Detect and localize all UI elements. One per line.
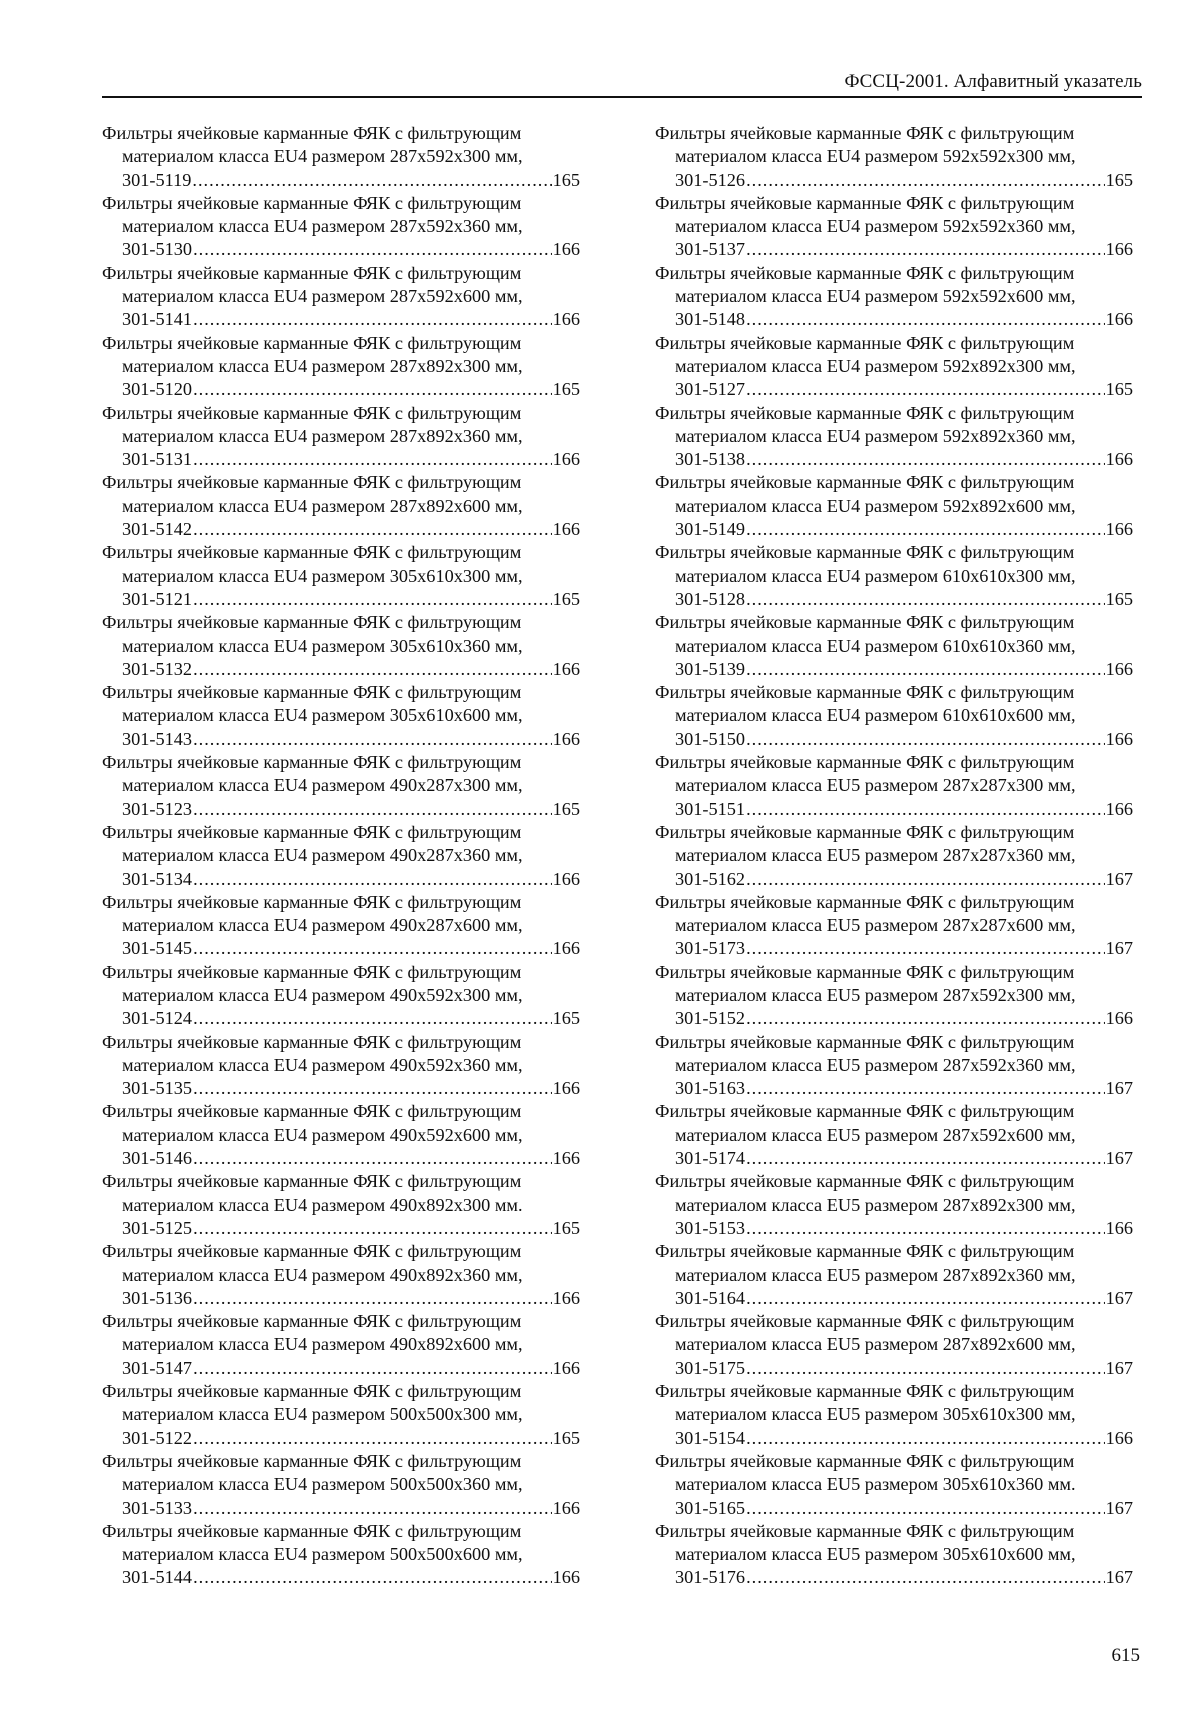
entry-reference-line	[655, 937, 1133, 960]
entry-description: материалом класса EU4 размером 500x500x300 мм,	[122, 1404, 523, 1425]
entry-reference-line	[102, 518, 580, 541]
entry-page-number: 166	[1105, 519, 1133, 540]
index-entry	[102, 1170, 580, 1240]
entry-reference-line	[655, 518, 1133, 541]
index-entry	[102, 821, 580, 891]
dot-leader	[193, 1217, 552, 1240]
entry-description: материалом класса EU5 размером 287x287x300 мм,	[675, 775, 1076, 796]
entry-title: Фильтры ячейковые карманные ФЯК с фильтрующим	[655, 1171, 1075, 1192]
entry-code: 301-5136	[122, 1287, 193, 1308]
entry-reference-line	[102, 798, 580, 821]
entry-reference-line	[102, 169, 580, 192]
dot-leader	[193, 1357, 552, 1380]
dot-leader	[746, 868, 1105, 891]
entry-code: 301-5130	[122, 239, 193, 260]
dot-leader	[746, 728, 1105, 751]
index-entry	[655, 122, 1133, 192]
entry-reference-line	[102, 1427, 580, 1450]
entry-title: Фильтры ячейковые карманные ФЯК с фильтрующим	[102, 1381, 522, 1402]
entry-reference-line	[102, 378, 580, 401]
entry-code: 301-5132	[122, 658, 193, 679]
entry-reference-line	[655, 588, 1133, 611]
entry-description: материалом класса EU4 размером 490x592x360 мм,	[122, 1054, 523, 1075]
entry-title: Фильтры ячейковые карманные ФЯК с фильтрующим	[655, 1031, 1075, 1052]
entry-reference-line	[655, 1287, 1133, 1310]
entry-page-number: 167	[1105, 1078, 1133, 1099]
entry-title: Фильтры ячейковые карманные ФЯК с фильтрующим	[102, 891, 522, 912]
index-entry	[102, 541, 580, 611]
dot-leader	[193, 1287, 552, 1310]
entry-page-number: 166	[552, 1497, 580, 1518]
dot-leader	[746, 518, 1105, 541]
dot-leader	[193, 937, 552, 960]
index-entry	[655, 1520, 1133, 1590]
entry-title: Фильтры ячейковые карманные ФЯК с фильтрующим	[655, 1381, 1075, 1402]
entry-page-number: 167	[1105, 1357, 1133, 1378]
index-entry	[655, 192, 1133, 262]
entry-description: материалом класса EU4 размером 610x610x600 мм,	[675, 705, 1076, 726]
entry-description: материалом класса EU5 размером 305x610x300 мм,	[675, 1404, 1076, 1425]
index-entry	[655, 541, 1133, 611]
index-entry	[655, 1240, 1133, 1310]
entry-title: Фильтры ячейковые карманные ФЯК с фильтрующим	[102, 1450, 522, 1471]
dot-leader	[193, 728, 552, 751]
entry-description: материалом класса EU4 размером 490x892x600 мм,	[122, 1334, 523, 1355]
entry-reference-line	[655, 378, 1133, 401]
entry-code: 301-5134	[122, 868, 193, 889]
entry-title: Фильтры ячейковые карманные ФЯК с фильтрующим	[655, 1241, 1075, 1262]
entry-title: Фильтры ячейковые карманные ФЯК с фильтрующим	[102, 1031, 522, 1052]
entry-title: Фильтры ячейковые карманные ФЯК с фильтрующим	[655, 961, 1075, 982]
entry-title: Фильтры ячейковые карманные ФЯК с фильтрующим	[655, 542, 1075, 563]
entry-page-number: 166	[1105, 1008, 1133, 1029]
entry-reference-line	[655, 448, 1133, 471]
index-entry	[655, 611, 1133, 681]
page-number: 615	[1111, 1645, 1140, 1666]
index-entry	[102, 751, 580, 821]
entry-title: Фильтры ячейковые карманные ФЯК с фильтрующим	[102, 542, 522, 563]
header-title: ФССЦ-2001. Алфавитный указатель	[844, 71, 1142, 92]
entry-reference-line	[655, 868, 1133, 891]
index-entry	[655, 1031, 1133, 1101]
index-entry	[655, 471, 1133, 541]
entry-page-number: 165	[552, 1427, 580, 1448]
entry-reference-line	[102, 728, 580, 751]
entry-description: материалом класса EU5 размером 287x592x360 мм,	[675, 1054, 1076, 1075]
entry-title: Фильтры ячейковые карманные ФЯК с фильтрующим	[655, 612, 1075, 633]
entry-title: Фильтры ячейковые карманные ФЯК с фильтрующим	[102, 1311, 522, 1332]
entry-reference-line	[102, 308, 580, 331]
entry-description: материалом класса EU4 размером 490x892x360 мм,	[122, 1264, 523, 1285]
entry-title: Фильтры ячейковые карманные ФЯК с фильтрующим	[102, 612, 522, 633]
dot-leader	[746, 1287, 1105, 1310]
entry-code: 301-5144	[122, 1567, 193, 1588]
index-entry	[102, 332, 580, 402]
entry-page-number: 166	[552, 239, 580, 260]
entry-title: Фильтры ячейковые карманные ФЯК с фильтрующим	[102, 1171, 522, 1192]
entry-code: 301-5163	[675, 1078, 746, 1099]
entry-reference-line	[655, 1357, 1133, 1380]
entry-title: Фильтры ячейковые карманные ФЯК с фильтрующим	[655, 1450, 1075, 1471]
entry-code: 301-5124	[122, 1008, 193, 1029]
entry-reference-line	[102, 1217, 580, 1240]
entry-reference-line	[655, 1427, 1133, 1450]
index-entry	[102, 402, 580, 472]
entry-description: материалом класса EU4 размером 592x592x360 мм,	[675, 216, 1076, 237]
dot-leader	[193, 308, 552, 331]
entry-reference-line	[655, 238, 1133, 261]
entry-description: материалом класса EU4 размером 592x892x360 мм,	[675, 425, 1076, 446]
entry-reference-line	[655, 658, 1133, 681]
index-entry	[102, 471, 580, 541]
entry-code: 301-5119	[122, 169, 192, 190]
entry-title: Фильтры ячейковые карманные ФЯК с фильтрующим	[655, 1311, 1075, 1332]
entry-title: Фильтры ячейковые карманные ФЯК с фильтрующим	[655, 472, 1075, 493]
index-entry	[102, 1450, 580, 1520]
entry-description: материалом класса EU5 размером 287x287x360 мм,	[675, 845, 1076, 866]
entry-page-number: 167	[1105, 938, 1133, 959]
dot-leader	[746, 1217, 1105, 1240]
dot-leader	[746, 937, 1105, 960]
entry-reference-line	[102, 1497, 580, 1520]
entry-code: 301-5154	[675, 1427, 746, 1448]
entry-title: Фильтры ячейковые карманные ФЯК с фильтрующим	[655, 682, 1075, 703]
index-entry	[102, 262, 580, 332]
entry-description: материалом класса EU5 размером 305x610x360 мм.	[675, 1474, 1076, 1495]
dot-leader	[193, 798, 552, 821]
dot-leader	[193, 518, 552, 541]
entry-page-number: 167	[1105, 868, 1133, 889]
entry-description: материалом класса EU4 размером 490x287x300 мм,	[122, 775, 523, 796]
dot-leader	[746, 1007, 1105, 1030]
entry-page-number: 166	[1105, 239, 1133, 260]
entry-title: Фильтры ячейковые карманные ФЯК с фильтрующим	[655, 332, 1075, 353]
entry-reference-line	[102, 1566, 580, 1589]
entry-description: материалом класса EU4 размером 490x592x600 мм,	[122, 1124, 523, 1145]
entry-code: 301-5141	[122, 309, 193, 330]
entry-title: Фильтры ячейковые карманные ФЯК с фильтрующим	[102, 192, 522, 213]
index-entry	[102, 1100, 580, 1170]
entry-page-number: 165	[552, 798, 580, 819]
entry-description: материалом класса EU5 размером 287x287x600 мм,	[675, 915, 1076, 936]
entry-code: 301-5139	[675, 658, 746, 679]
entry-code: 301-5120	[122, 379, 193, 400]
entry-page-number: 166	[552, 1357, 580, 1378]
entry-reference-line	[655, 169, 1133, 192]
entry-page-number: 167	[1105, 1567, 1133, 1588]
dot-leader	[746, 308, 1105, 331]
entry-title: Фильтры ячейковые карманные ФЯК с фильтрующим	[655, 752, 1075, 773]
entry-page-number: 165	[1105, 588, 1133, 609]
dot-leader	[746, 1566, 1105, 1589]
index-entry	[655, 262, 1133, 332]
entry-code: 301-5143	[122, 728, 193, 749]
entry-code: 301-5126	[675, 169, 746, 190]
entry-page-number: 166	[1105, 798, 1133, 819]
dot-leader	[193, 1007, 552, 1030]
entry-page-number: 166	[552, 519, 580, 540]
entry-description: материалом класса EU4 размером 490x287x600 мм,	[122, 915, 523, 936]
entry-code: 301-5142	[122, 519, 193, 540]
entry-code: 301-5176	[675, 1567, 746, 1588]
entry-code: 301-5138	[675, 449, 746, 470]
entry-reference-line	[102, 1077, 580, 1100]
dot-leader	[746, 658, 1105, 681]
entry-code: 301-5128	[675, 588, 746, 609]
entry-code: 301-5122	[122, 1427, 193, 1448]
entry-reference-line	[102, 1147, 580, 1170]
dot-leader	[193, 238, 552, 261]
entry-title: Фильтры ячейковые карманные ФЯК с фильтрующим	[102, 682, 522, 703]
dot-leader	[193, 378, 552, 401]
dot-leader	[746, 448, 1105, 471]
index-entry	[655, 1100, 1133, 1170]
entry-title: Фильтры ячейковые карманные ФЯК с фильтрующим	[102, 402, 522, 423]
index-entry	[102, 1380, 580, 1450]
entry-description: материалом класса EU4 размером 287x892x600 мм,	[122, 495, 523, 516]
dot-leader	[746, 169, 1105, 192]
index-entry	[102, 1031, 580, 1101]
entry-title: Фильтры ячейковые карманные ФЯК с фильтрующим	[102, 961, 522, 982]
entry-page-number: 167	[1105, 1497, 1133, 1518]
entry-reference-line	[655, 308, 1133, 331]
entry-page-number: 166	[552, 309, 580, 330]
entry-title: Фильтры ячейковые карманные ФЯК с фильтрующим	[102, 1101, 522, 1122]
entry-page-number: 166	[1105, 1427, 1133, 1448]
entry-description: материалом класса EU4 размером 610x610x300 мм,	[675, 565, 1076, 586]
entry-description: материалом класса EU4 размером 287x592x300 мм,	[122, 146, 523, 167]
entry-code: 301-5175	[675, 1357, 746, 1378]
entry-page-number: 166	[552, 728, 580, 749]
entry-reference-line	[655, 1147, 1133, 1170]
index-entry	[102, 1520, 580, 1590]
entry-page-number: 166	[552, 658, 580, 679]
entry-title: Фильтры ячейковые карманные ФЯК с фильтрующим	[102, 752, 522, 773]
entry-reference-line	[655, 1077, 1133, 1100]
entry-title: Фильтры ячейковые карманные ФЯК с фильтрующим	[655, 821, 1075, 842]
entry-description: материалом класса EU4 размером 305x610x600 мм,	[122, 705, 523, 726]
dot-leader	[193, 658, 552, 681]
dot-leader	[192, 169, 551, 192]
dot-leader	[193, 588, 552, 611]
index-entry	[102, 611, 580, 681]
entry-code: 301-5151	[675, 798, 746, 819]
dot-leader	[193, 1427, 552, 1450]
dot-leader	[193, 1566, 552, 1589]
dot-leader	[193, 1147, 552, 1170]
entry-code: 301-5125	[122, 1217, 193, 1238]
entry-title: Фильтры ячейковые карманные ФЯК с фильтрующим	[655, 192, 1075, 213]
entry-code: 301-5127	[675, 379, 746, 400]
index-entry	[655, 1450, 1133, 1520]
index-entry	[655, 751, 1133, 821]
entry-description: материалом класса EU4 размером 592x892x600 мм,	[675, 495, 1076, 516]
entry-description: материалом класса EU4 размером 305x610x360 мм,	[122, 635, 523, 656]
entry-code: 301-5164	[675, 1287, 746, 1308]
entry-description: материалом класса EU4 размером 287x892x300 мм,	[122, 355, 523, 376]
entry-page-number: 166	[552, 449, 580, 470]
index-entry	[102, 122, 580, 192]
index-entry	[655, 402, 1133, 472]
entry-description: материалом класса EU4 размером 500x500x600 мм,	[122, 1544, 523, 1565]
dot-leader	[746, 238, 1105, 261]
dot-leader	[193, 1497, 552, 1520]
entry-description: материалом класса EU5 размером 287x592x600 мм,	[675, 1124, 1076, 1145]
entry-code: 301-5123	[122, 798, 193, 819]
dot-leader	[746, 588, 1105, 611]
entry-page-number: 166	[552, 1567, 580, 1588]
dot-leader	[746, 798, 1105, 821]
entry-reference-line	[655, 1217, 1133, 1240]
entry-page-number: 166	[552, 1078, 580, 1099]
entry-title: Фильтры ячейковые карманные ФЯК с фильтрующим	[655, 262, 1075, 283]
index-entry	[655, 821, 1133, 891]
entry-title: Фильтры ячейковые карманные ФЯК с фильтрующим	[655, 1520, 1075, 1541]
entry-description: материалом класса EU5 размером 287x892x600 мм,	[675, 1334, 1076, 1355]
entry-page-number: 165	[1105, 169, 1133, 190]
index-entry	[102, 891, 580, 961]
dot-leader	[746, 1147, 1105, 1170]
entry-page-number: 165	[552, 1008, 580, 1029]
entry-description: материалом класса EU4 размером 287x592x600 мм,	[122, 286, 523, 307]
entry-reference-line	[655, 1497, 1133, 1520]
entry-page-number: 165	[1105, 379, 1133, 400]
entry-code: 301-5150	[675, 728, 746, 749]
entry-description: материалом класса EU4 размером 592x592x300 мм,	[675, 146, 1076, 167]
entry-code: 301-5145	[122, 938, 193, 959]
dot-leader	[193, 448, 552, 471]
index-entry	[655, 891, 1133, 961]
page-header	[102, 68, 1142, 98]
entry-code: 301-5133	[122, 1497, 193, 1518]
entry-reference-line	[102, 658, 580, 681]
entry-code: 301-5148	[675, 309, 746, 330]
entry-code: 301-5137	[675, 239, 746, 260]
entry-description: материалом класса EU4 размером 592x592x600 мм,	[675, 286, 1076, 307]
dot-leader	[746, 378, 1105, 401]
dot-leader	[193, 868, 552, 891]
entry-description: материалом класса EU4 размером 287x892x360 мм,	[122, 425, 523, 446]
entry-description: материалом класса EU4 размером 490x892x300 мм.	[122, 1194, 523, 1215]
entry-description: материалом класса EU5 размером 287x592x300 мм,	[675, 984, 1076, 1005]
entry-page-number: 165	[552, 169, 580, 190]
entry-reference-line	[655, 798, 1133, 821]
entry-page-number: 166	[1105, 658, 1133, 679]
index-entry	[655, 1380, 1133, 1450]
entry-code: 301-5152	[675, 1008, 746, 1029]
entry-code: 301-5146	[122, 1148, 193, 1169]
entry-title: Фильтры ячейковые карманные ФЯК с фильтрующим	[102, 1520, 522, 1541]
entry-code: 301-5121	[122, 588, 193, 609]
index-column-right	[655, 122, 1133, 1590]
entry-page-number: 166	[552, 1148, 580, 1169]
entry-reference-line	[102, 1287, 580, 1310]
dot-leader	[746, 1497, 1105, 1520]
index-entry	[655, 681, 1133, 751]
dot-leader	[193, 1077, 552, 1100]
entry-page-number: 165	[552, 588, 580, 609]
entry-page-number: 166	[1105, 309, 1133, 330]
entry-page-number: 167	[1105, 1287, 1133, 1308]
entry-code: 301-5131	[122, 449, 193, 470]
entry-reference-line	[655, 728, 1133, 751]
index-entry	[102, 1310, 580, 1380]
entry-reference-line	[102, 1357, 580, 1380]
entry-reference-line	[655, 1566, 1133, 1589]
index-column-left	[102, 122, 580, 1590]
entry-reference-line	[102, 1007, 580, 1030]
entry-reference-line	[102, 238, 580, 261]
entry-page-number: 166	[1105, 1217, 1133, 1238]
entry-code: 301-5165	[675, 1497, 746, 1518]
index-entry	[655, 332, 1133, 402]
entry-description: материалом класса EU5 размером 287x892x360 мм,	[675, 1264, 1076, 1285]
entry-code: 301-5162	[675, 868, 746, 889]
entry-page-number: 167	[1105, 1148, 1133, 1169]
entry-description: материалом класса EU4 размером 500x500x360 мм,	[122, 1474, 523, 1495]
entry-description: материалом класса EU5 размером 287x892x300 мм,	[675, 1194, 1076, 1215]
entry-page-number: 166	[1105, 728, 1133, 749]
entry-title: Фильтры ячейковые карманные ФЯК с фильтрующим	[102, 332, 522, 353]
entry-title: Фильтры ячейковые карманные ФЯК с фильтрующим	[102, 821, 522, 842]
entry-description: материалом класса EU4 размером 592x892x300 мм,	[675, 355, 1076, 376]
entry-reference-line	[102, 937, 580, 960]
index-entry	[655, 1310, 1133, 1380]
entry-description: материалом класса EU4 размером 490x287x360 мм,	[122, 845, 523, 866]
entry-title: Фильтры ячейковые карманные ФЯК с фильтрующим	[102, 472, 522, 493]
entry-description: материалом класса EU4 размером 490x592x300 мм,	[122, 984, 523, 1005]
entry-reference-line	[655, 1007, 1133, 1030]
entry-code: 301-5173	[675, 938, 746, 959]
entry-title: Фильтры ячейковые карманные ФЯК с фильтрующим	[102, 262, 522, 283]
entry-code: 301-5174	[675, 1148, 746, 1169]
index-entry	[102, 681, 580, 751]
entry-page-number: 166	[552, 868, 580, 889]
index-entry	[102, 961, 580, 1031]
entry-title: Фильтры ячейковые карманные ФЯК с фильтрующим	[102, 123, 522, 143]
entry-reference-line	[102, 588, 580, 611]
entry-description: материалом класса EU4 размером 287x592x360 мм,	[122, 216, 523, 237]
entry-page-number: 165	[552, 379, 580, 400]
index-entry	[102, 1240, 580, 1310]
entry-title: Фильтры ячейковые карманные ФЯК с фильтрующим	[655, 123, 1075, 143]
entry-page-number: 165	[552, 1217, 580, 1238]
entry-code: 301-5149	[675, 519, 746, 540]
entry-reference-line	[102, 868, 580, 891]
entry-title: Фильтры ячейковые карманные ФЯК с фильтрующим	[655, 1101, 1075, 1122]
entry-code: 301-5153	[675, 1217, 746, 1238]
dot-leader	[746, 1427, 1105, 1450]
dot-leader	[746, 1357, 1105, 1380]
index-entry	[655, 1170, 1133, 1240]
entry-page-number: 166	[1105, 449, 1133, 470]
dot-leader	[746, 1077, 1105, 1100]
index-entry	[655, 961, 1133, 1031]
entry-page-number: 166	[552, 1287, 580, 1308]
entry-description: материалом класса EU4 размером 610x610x360 мм,	[675, 635, 1076, 656]
entry-title: Фильтры ячейковые карманные ФЯК с фильтрующим	[102, 1241, 522, 1262]
entry-title: Фильтры ячейковые карманные ФЯК с фильтрующим	[655, 402, 1075, 423]
entry-reference-line	[102, 448, 580, 471]
index-entry	[102, 192, 580, 262]
entry-page-number: 166	[552, 938, 580, 959]
entry-code: 301-5135	[122, 1078, 193, 1099]
entry-code: 301-5147	[122, 1357, 193, 1378]
entry-description: материалом класса EU5 размером 305x610x600 мм,	[675, 1544, 1076, 1565]
entry-title: Фильтры ячейковые карманные ФЯК с фильтрующим	[655, 891, 1075, 912]
entry-description: материалом класса EU4 размером 305x610x300 мм,	[122, 565, 523, 586]
